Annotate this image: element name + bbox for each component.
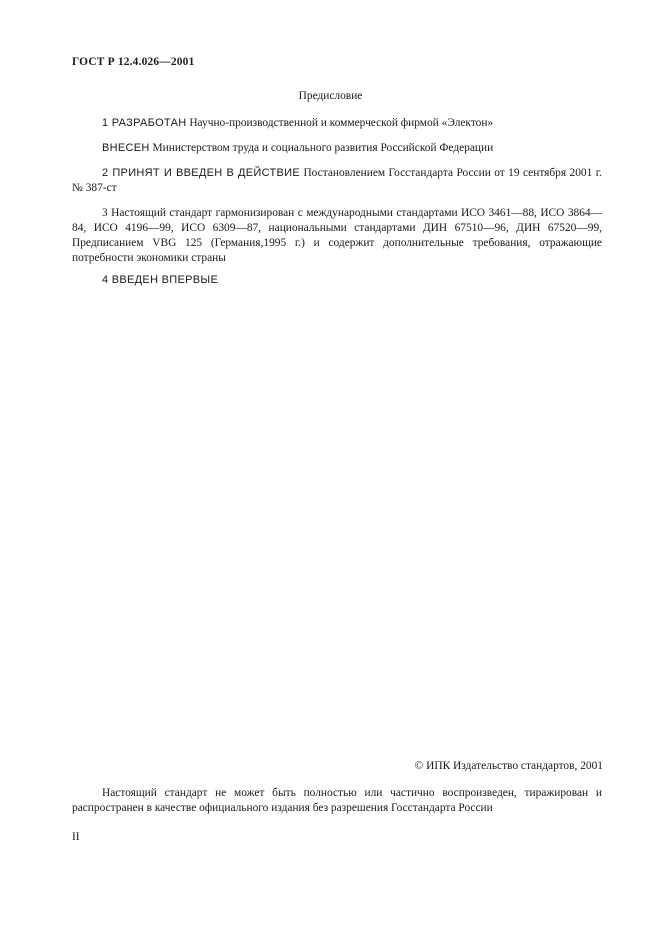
preface-item-lead: 2 ПРИНЯТ И ВВЕДЕН В ДЕЙСТВИЕ xyxy=(102,167,301,179)
document-code: ГОСТ Р 12.4.026—2001 xyxy=(72,56,195,68)
preface-title: Предисловие xyxy=(298,90,363,102)
preface-item-text: Постановлением Госстандарта России от 19 сентября 2001 г. № 387-ст xyxy=(72,167,602,194)
reproduction-notice: Настоящий стандарт не может быть полностью или частично воспроизведен, тиражирован и распространен в качестве официального издания без разрешения Госстандарта России xyxy=(72,787,602,814)
preface-item-text: Научно-производственной и коммерческой фирмой «Электон» xyxy=(186,117,494,129)
page-number: II xyxy=(72,831,80,843)
preface-item-adopted xyxy=(72,166,602,196)
preface-item-text: Министерством труда и социального развития Российской Федерации xyxy=(149,142,494,154)
preface-item-harmonized xyxy=(72,206,602,266)
preface-item-lead: 4 ВВЕДЕН ВПЕРВЫЕ xyxy=(102,274,219,286)
preface-item-lead: ВНЕСЕН xyxy=(102,142,150,154)
copyright-line: © ИПК Издательство стандартов, 2001 xyxy=(414,760,603,772)
preface-item-lead: 1 РАЗРАБОТАН xyxy=(102,117,187,129)
preface-item-text: 3 Настоящий стандарт гармонизирован с международными стандартами ИСО 3461—88, ИСО 3864—84, ИСО 4196—99, ИСО 6309—87, национальными стандартами ДИН 67510—96, ДИН 67520—99, Предписанием VBG 125 (Германия,1995 г.) и содержит дополнительные требования, отражающие потребности экономики страны xyxy=(72,207,602,264)
preface-item-first-introduced xyxy=(72,273,602,288)
preface-item-introduced xyxy=(72,141,602,156)
preface-item-developed xyxy=(72,116,602,131)
